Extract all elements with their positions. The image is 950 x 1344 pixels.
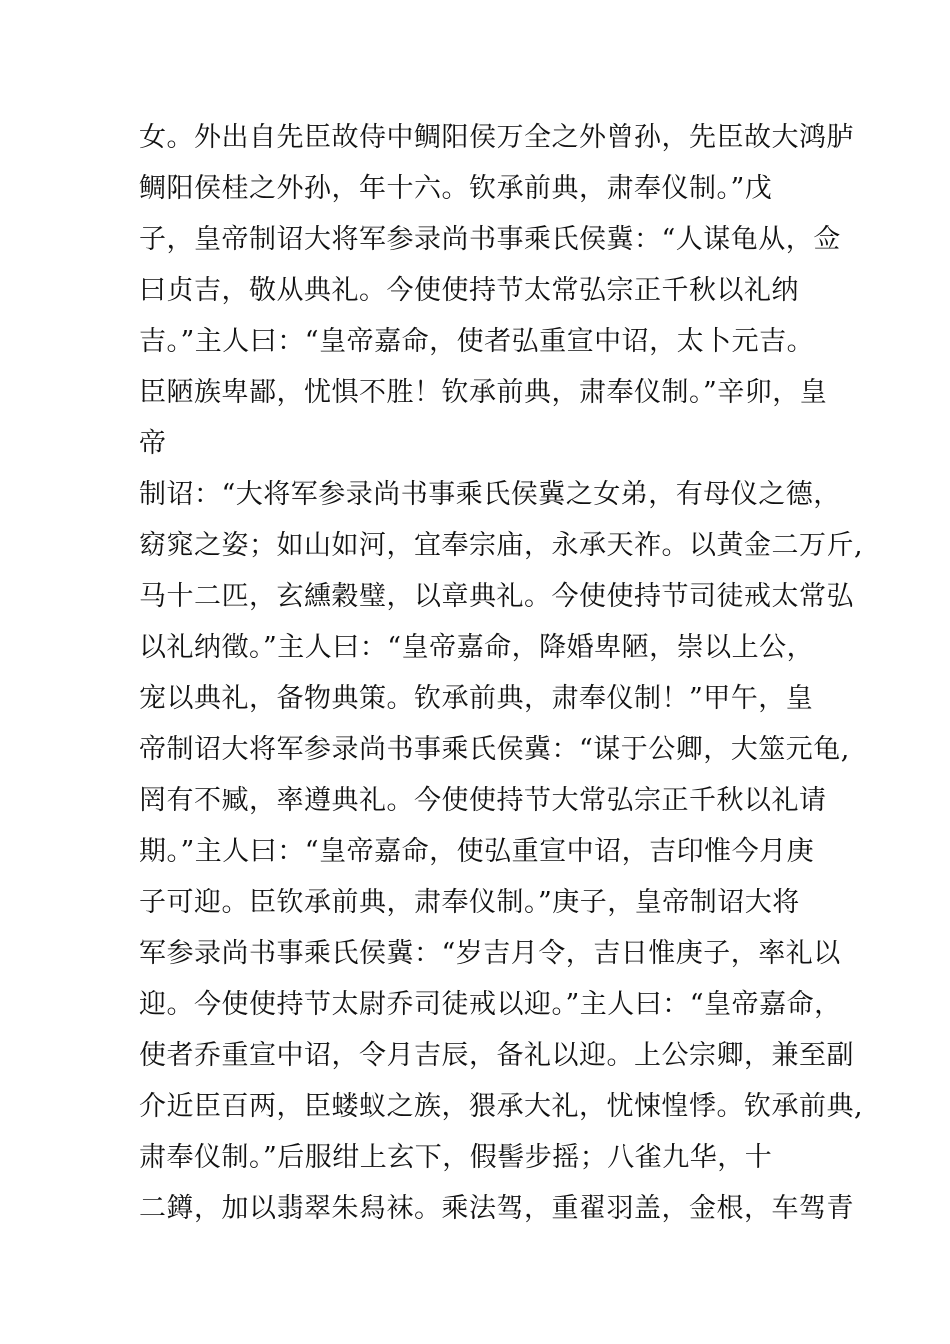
text-line: 鲷阳侯桂之外孙，年十六。钦承前典，肃奉仪制。”戊 (139, 173, 773, 204)
text-line: 臣陋族卑鄙，忧惧不胜！钦承前典，肃奉仪制。”辛卯，皇 (139, 377, 828, 408)
text-line: 宠以典礼，备物典策。钦承前典，肃奉仪制！”甲午，皇 (139, 683, 814, 714)
body-text (139, 112, 864, 1234)
text-line: 帝制诏大将军参录尚书事乘氏侯冀：“谋于公卿，大筮元龟, (139, 734, 850, 765)
text-line: 期。”主人曰：“皇帝嘉命，使弘重宣中诏，吉印惟今月庚 (139, 836, 815, 867)
text-line: 窈窕之姿；如山如河，宜奉宗庙，永承天祚。以黄金二万斤, (139, 530, 864, 561)
text-line: 以礼纳徵。”主人曰：“皇帝嘉命，降婚卑陋，崇以上公， (139, 632, 815, 663)
text-line: 帝 (139, 428, 167, 459)
text-line: 军参录尚书事乘氏侯冀：“岁吉月令，吉日惟庚子，率礼以 (139, 938, 841, 969)
text-line: 肃奉仪制。”后服绀上玄下，假髻步摇；八雀九华，十 (139, 1142, 773, 1173)
text-line: 曰贞吉，敬从典礼。今使使持节太常弘宗正千秋以礼纳 (139, 275, 799, 306)
text-line: 子可迎。臣钦承前典，肃奉仪制。”庚子，皇帝制诏大将 (139, 887, 800, 918)
text-line: 吉。”主人曰：“皇帝嘉命，使者弘重宣中诏，太卜元吉。 (139, 326, 815, 357)
text-line: 迎。今使使持节太尉乔司徒戒以迎。”主人曰：“皇帝嘉命， (139, 989, 842, 1020)
text-line: 子，皇帝制诏大将军参录尚书事乘氏侯冀：“人谋龟从，佥 (139, 224, 841, 255)
text-line: 女。外出自先臣故侍中鲷阳侯万全之外曾孙，先臣故大鸿胪 (139, 122, 854, 153)
text-line: 介近臣百两，臣蝼蚁之族，猥承大礼，忧悚惶悸。钦承前典, (139, 1091, 864, 1122)
text-line: 马十二匹，玄纁穀璧，以章典礼。今使使持节司徒戒太常弘 (139, 581, 854, 612)
text-line: 罔有不臧，率遵典礼。今使使持节大常弘宗正千秋以礼请 (139, 785, 827, 816)
text-line: 二鐏，加以翡翠朱舄袜。乘法驾，重翟羽盖，金根，车驾青 (139, 1193, 854, 1224)
text-line: 制诏：“大将军参录尚书事乘氏侯冀之女弟，有母仪之德， (139, 479, 841, 510)
text-line: 使者乔重宣中诏，令月吉辰，备礼以迎。上公宗卿，兼至副 (139, 1040, 854, 1071)
